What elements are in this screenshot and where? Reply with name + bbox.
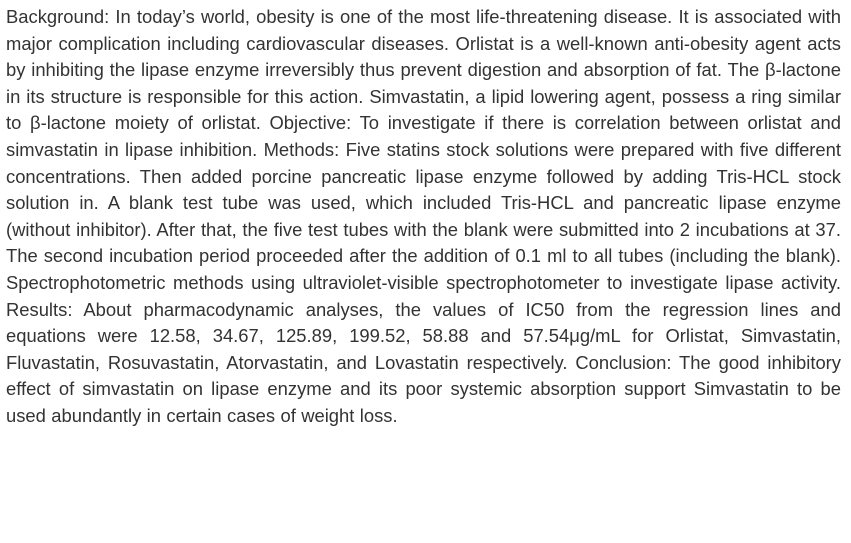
abstract-paragraph: Background: In today’s world, obesity is one of the most life-threatening disease. It is associated with major complication including cardiovascular diseases. Orlistat is a well-known anti-obesity agent acts by inhibiting the lipase enzyme irreversibly thus prevent digestion and absorption of fat. The β-lactone in its structure is responsible for this action. Simvastatin, a lipid lowering agent, possess a ring similar to β-lactone moiety of orlistat. Objective: To investigate if there is correlation between orlistat and simvastatin in lipase inhibition. Methods: Five statins stock solutions were prepared with five different concentrations. Then added porcine pancreatic lipase enzyme followed by adding Tris-HCL stock solution in. A blank test tube was used, which included Tris-HCL and pancreatic lipase enzyme (without inhibitor). After that, the five test tubes with the blank were submitted into 2 incubations at 37. The second incubation period proceeded after the addition of 0.1 ml to all tubes (including the blank). Spectrophotometric methods using ultraviolet-visible spectrophotometer to investigate lipase activity. Results: About pharmacodynamic analyses, the values of IC50 from the regression lines and equations were 12.58, 34.67, 125.89, 199.52, 58.88 and 57.54μg/mL for Orlistat, Simvastatin, Fluvastatin, Rosuvastatin, Atorvastatin, and Lovastatin respectively. Conclusion: The good inhibitory effect of simvastatin on lipase enzyme and its poor systemic absorption support Simvastatin to be used abundantly in certain cases of weight loss.	[6, 6, 841, 426]
